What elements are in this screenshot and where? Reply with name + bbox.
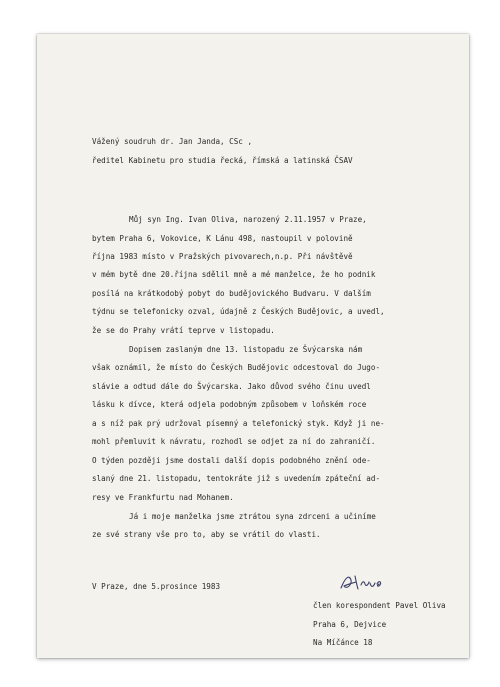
salutation-line-1: Vážený soudruh dr. Jan Janda, CSc , — [92, 137, 253, 146]
paragraph2-line-1: Dopisem zaslaným dne 13. listopadu ze Švýcarska nám — [129, 345, 363, 354]
signature-address-1: Praha 6, Dejvice — [313, 620, 387, 629]
paragraph2-line-8: slaný dne 21. listopadu, tentokráte již s uvedením zpáteční ad- — [92, 474, 381, 483]
paragraph2-line-7: O týden později jsme dostali další dopis podobného znění ode- — [92, 456, 371, 465]
paragraph2-line-6: mohl přemluvit k návratu, rozhodl se odjet za ní do zahraničí. — [92, 437, 376, 446]
salutation-line-2: ředitel Kabinetu pro studia řecká, římská a latinská ČSAV — [92, 156, 353, 165]
paragraph1-line-3: října 1983 místo v Pražských pivovarech,n.p. Při návštěvě — [92, 252, 353, 261]
signature-image — [337, 570, 385, 596]
paragraph2-line-9: resy ve Frankfurtu nad Mohanem. — [92, 493, 234, 502]
paragraph2-line-2: však oznámil, že místo do Českých Budějovic odcestoval do Jugo- — [92, 363, 381, 372]
date-line: V Praze, dne 5.prosince 1983 — [92, 582, 221, 591]
paragraph3-line-2: ze své strany vše pro to, aby se vrátil do vlasti. — [92, 530, 321, 539]
paragraph2-line-5: a s níž pak prý udržoval písemný a telefonický styk. Když ji ne- — [92, 419, 385, 428]
paragraph2-line-4: lásku k dívce, která odjela podobným způsobem v loňském roce — [92, 400, 367, 409]
paragraph1-line-2: bytem Praha 6, Vokovice, K Lánu 498, nastoupil v polovině — [92, 234, 353, 243]
paragraph2-line-3: slávie a odtud dále do Švýcarska. Jako důvod svého činu uvedl — [92, 382, 371, 391]
letter-sheet — [37, 34, 469, 658]
paragraph1-line-5: posílá na krátkodobý pobyt do budějovického Budvaru. V dalším — [92, 289, 371, 298]
paragraph1-line-7: že se do Prahy vrátí teprve v listopadu. — [92, 326, 275, 335]
paragraph1-line-6: týdnu se telefonicky ozval, údajně z Českých Budějovic, a uvedl, — [92, 307, 385, 316]
signature-address-2: Na Míčánce 18 — [313, 638, 373, 647]
paragraph3-line-1: Já i moje manželka jsme ztrátou syna zdrceni a učiníme — [129, 512, 376, 521]
paragraph1-line-1: Můj syn Ing. Ivan Oliva, narozený 2.11.1957 v Praze, — [129, 215, 367, 224]
signature-name: člen korespondent Pavel Oliva — [313, 601, 446, 610]
paragraph1-line-4: v mém bytě dne 20.října sdělil mně a mé manželce, že ho podnik — [92, 270, 376, 279]
